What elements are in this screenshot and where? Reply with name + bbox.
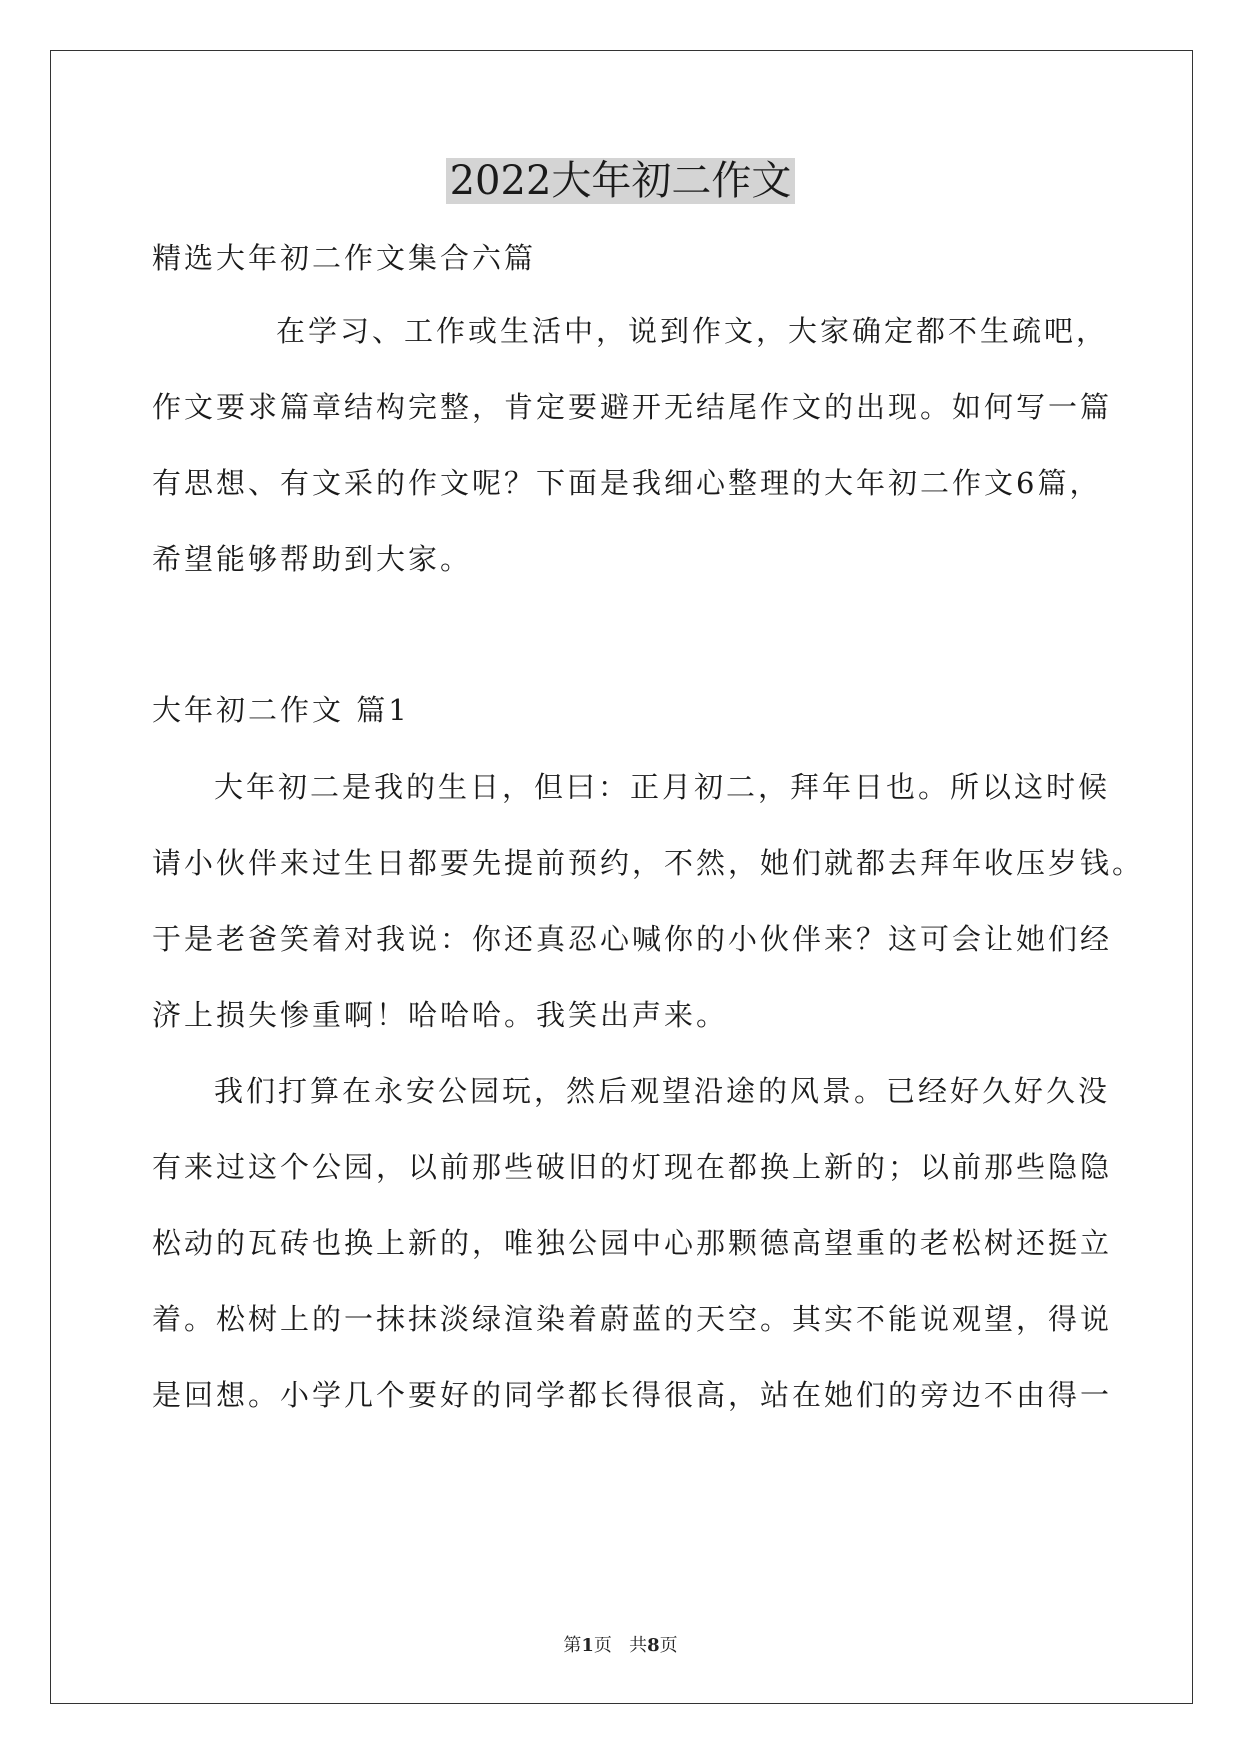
page-title	[0, 148, 1241, 214]
footer-total-prefix: 共	[629, 1635, 648, 1656]
intro-line: 在学习、工作或生活中，说到作文，大家确定都不生疏吧，	[276, 314, 1109, 348]
paragraph-line: 于是老爸笑着对我说：你还真忍心喊你的小伙伴来？这可会让她们经	[152, 922, 1113, 956]
footer-prefix: 第	[563, 1635, 582, 1656]
intro-line: 有思想、有文采的作文呢？下面是我细心整理的大年初二作文6篇，	[152, 466, 1102, 500]
footer-total-suffix: 页	[659, 1635, 678, 1656]
intro-line: 希望能够帮助到大家。	[152, 542, 473, 576]
current-page-number: 1	[581, 1635, 594, 1656]
paragraph-line: 济上损失惨重啊！哈哈哈。我笑出声来。	[152, 998, 729, 1032]
intro-line: 作文要求篇章结构完整，肯定要避开无结尾作文的出现。如何写一篇	[152, 390, 1113, 424]
page-footer	[0, 1632, 1241, 1660]
subtitle: 精选大年初二作文集合六篇	[152, 241, 537, 275]
paragraph-line: 是回想。小学几个要好的同学都长得很高，站在她们的旁边不由得一	[152, 1378, 1113, 1412]
paragraph-line: 大年初二是我的生日，但曰：正月初二，拜年日也。所以这时候	[214, 770, 1111, 804]
paragraph-line: 着。松树上的一抹抹淡绿渲染着蔚蓝的天空。其实不能说观望，得说	[152, 1302, 1113, 1336]
paragraph-line: 松动的瓦砖也换上新的，唯独公园中心那颗德高望重的老松树还挺立	[152, 1226, 1113, 1260]
paragraph-line: 有来过这个公园，以前那些破旧的灯现在都换上新的；以前那些隐隐	[152, 1150, 1113, 1184]
footer-page-suffix: 页	[593, 1635, 612, 1656]
section-heading: 大年初二作文 篇1	[152, 693, 410, 727]
total-pages-number: 8	[647, 1635, 660, 1656]
title-highlight: 2022大年初二作文	[446, 158, 796, 204]
paragraph-line: 请小伙伴来过生日都要先提前预约，不然，她们就都去拜年收压岁钱。	[152, 846, 1145, 880]
paragraph-line: 我们打算在永安公园玩，然后观望沿途的风景。已经好久好久没	[214, 1074, 1111, 1108]
